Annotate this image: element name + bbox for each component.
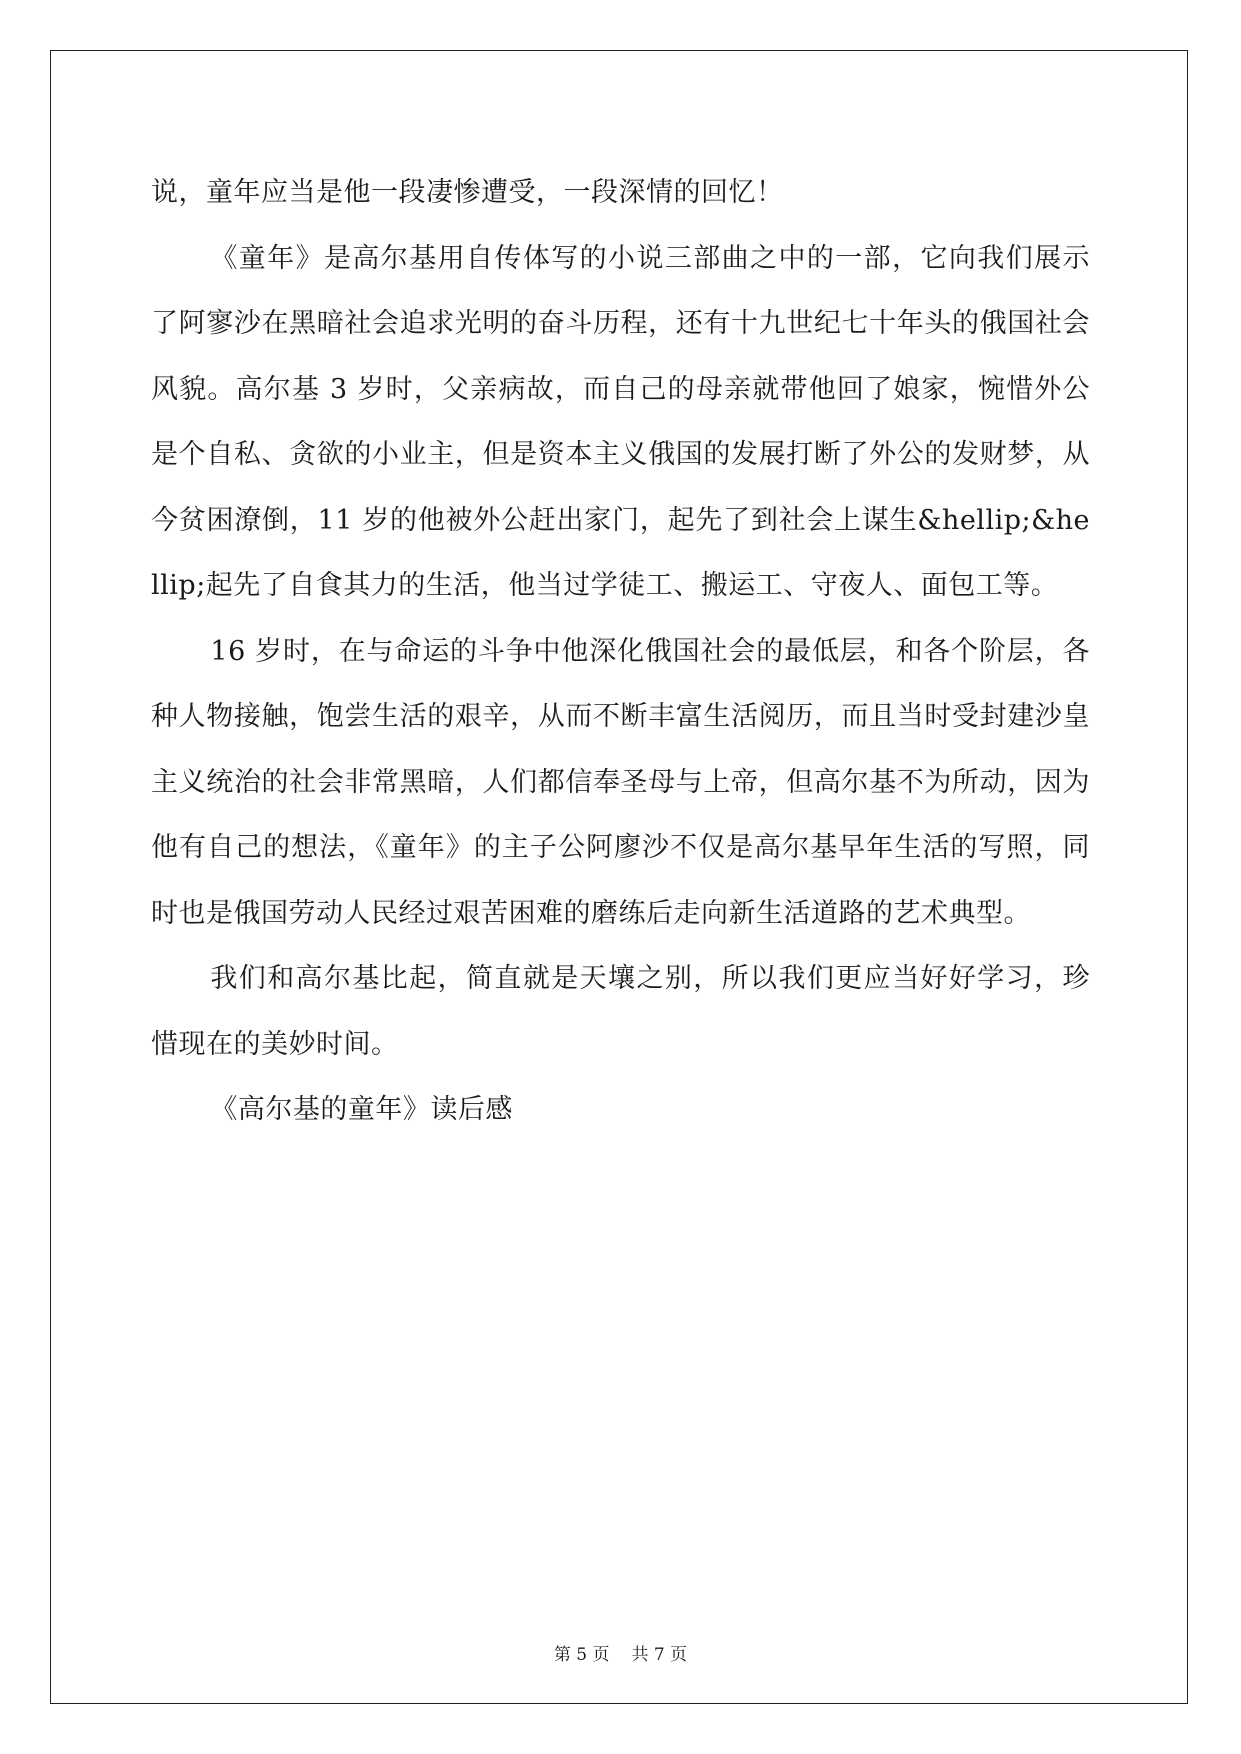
paragraph: 我们和高尔基比起，简直就是天壤之别，所以我们更应当好好学习，珍惜现在的美妙时间。 — [151, 963, 1090, 1060]
paragraph: 《童年》是高尔基用自传体写的小说三部曲之中的一部，它向我们展示了阿寥沙在黑暗社会追求光明的奋斗历程，还有十九世纪七十年头的俄国社会风貌。高尔基 3 岁时，父亲病故，而自己的母亲就带他回了娘家，惋惜外公是个自私、贪欲的小业主，但是资本主义俄国的发展打断了外公的发财梦，从今贫困潦倒，11 岁的他被外公赶出家门，起先了到社会上谋生&hellip;&hellip;起先了自食其力的生活，他当过学徒工、搬运工、守夜人、面包工等。 — [151, 242, 1090, 601]
paragraph: 说，童年应当是他一段凄惨遭受，一段深情的回忆！ — [151, 177, 784, 208]
page-number: 第 5 页 — [553, 1645, 610, 1665]
paragraph: 16 岁时，在与命运的斗争中他深化俄国社会的最低层，和各个阶层，各种人物接触，饱尝生活的艰辛，从而不断丰富生活阅历，而且当时受封建沙皇主义统治的社会非常黑暗，人们都信奉圣母与上帝，但高尔基不为所动，因为他有自己的想法，《童年》的主子公阿廖沙不仅是高尔基早年生活的写照，同时也是俄国劳动人民经过艰苦困难的磨练后走向新生活道路的艺术典型。 — [151, 635, 1090, 929]
page-footer — [0, 1640, 1241, 1665]
page-total: 共 7 页 — [631, 1645, 688, 1665]
document-body — [151, 160, 1090, 1143]
paragraph-title: 《高尔基的童年》读后感 — [210, 1094, 513, 1125]
